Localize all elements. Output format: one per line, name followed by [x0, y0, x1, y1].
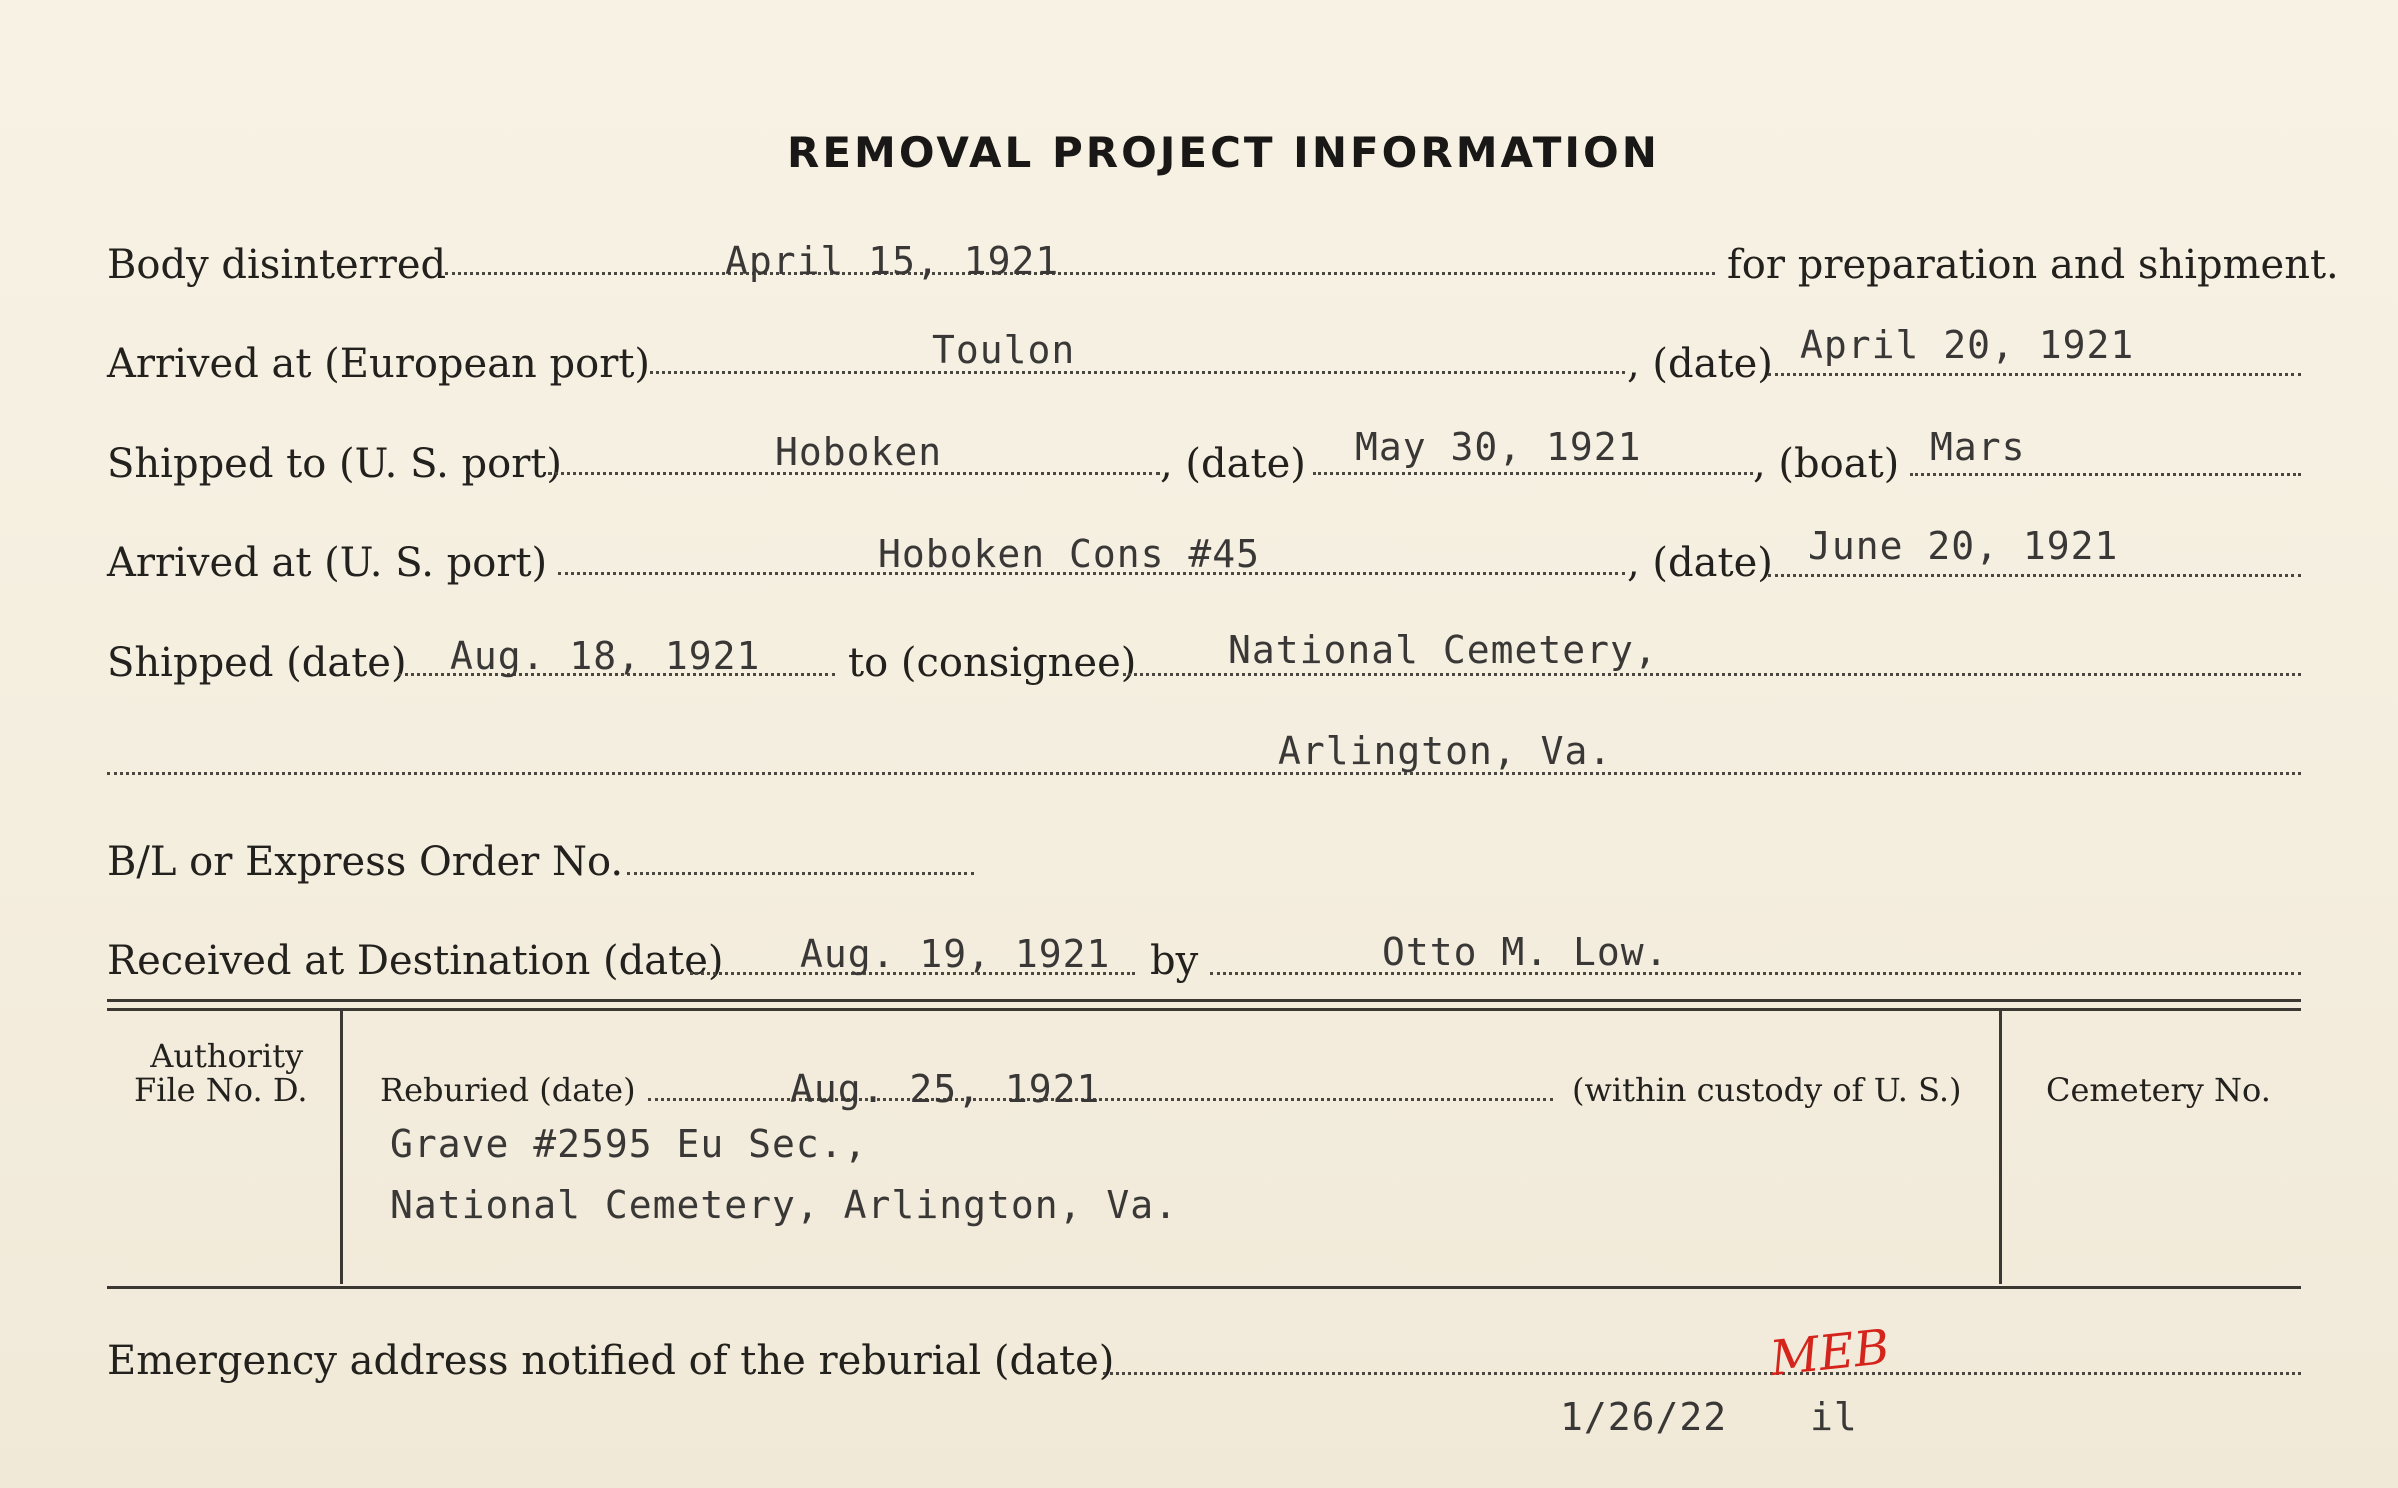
- shipped-to-label: Shipped to (U. S. port): [107, 441, 562, 487]
- consignee-line-2: [107, 772, 2301, 775]
- shipped-date: Aug. 18, 1921: [450, 634, 761, 678]
- shipped-to-date-label: , (date): [1160, 441, 1306, 487]
- boat-value: Mars: [1930, 425, 2026, 469]
- euro-port-date-line: [1768, 373, 2301, 376]
- clerk-initials: il: [1810, 1395, 1858, 1439]
- grave-number: Grave #2595 Eu Sec.,: [390, 1122, 868, 1166]
- received-by: Otto M. Low.: [1382, 930, 1669, 974]
- disinterred-line: [445, 272, 1715, 275]
- consignee-line: [1123, 673, 2301, 676]
- us-port-label: Arrived at (U. S. port): [107, 540, 548, 586]
- boat-label: , (boat): [1753, 441, 1900, 487]
- page-title: REMOVAL PROJECT INFORMATION: [787, 128, 1660, 177]
- custody-note: (within custody of U. S.): [1572, 1071, 1962, 1109]
- shipped-date-label: Shipped (date): [107, 640, 407, 686]
- authority-line-1: Authority: [150, 1037, 304, 1075]
- boat-line: [1910, 473, 2301, 476]
- consignee-value: National Cemetery,: [1228, 628, 1658, 672]
- received-date: Aug. 19, 1921: [800, 932, 1111, 976]
- consignee-value-2: Arlington, Va.: [1278, 729, 1613, 773]
- us-port-value: Hoboken Cons #45: [878, 532, 1261, 576]
- box-bottom-rule: [107, 1286, 2301, 1289]
- euro-port-line: [650, 371, 1625, 374]
- reburied-line: [648, 1098, 1553, 1101]
- shipped-to-date-line: [1313, 472, 1753, 475]
- received-label: Received at Destination (date): [107, 938, 724, 984]
- emergency-date: 1/26/22: [1560, 1395, 1728, 1439]
- received-by-label: by: [1150, 938, 1199, 984]
- emergency-line: [1103, 1372, 2301, 1375]
- shipped-to-date: May 30, 1921: [1355, 425, 1642, 469]
- consignee-label: to (consignee): [848, 640, 1137, 686]
- disinterred-suffix: for preparation and shipment.: [1727, 242, 2339, 288]
- double-rule-top: [107, 999, 2301, 1002]
- reburied-date: Aug. 25, 1921: [790, 1067, 1101, 1111]
- box-divider-left: [340, 1010, 343, 1284]
- red-initials: MEB: [1767, 1318, 1893, 1388]
- emergency-label: Emergency address notified of the reburial (date): [107, 1338, 1115, 1384]
- shipped-to-value: Hoboken: [775, 430, 943, 474]
- received-by-line: [1210, 972, 2301, 975]
- euro-port-date-label: , (date): [1627, 341, 1773, 387]
- euro-port-label: Arrived at (European port): [107, 341, 651, 387]
- euro-port-value: Toulon: [932, 328, 1076, 372]
- burial-location: National Cemetery, Arlington, Va.: [390, 1183, 1178, 1227]
- euro-port-date: April 20, 1921: [1800, 323, 2135, 367]
- bl-label: B/L or Express Order No.: [107, 839, 624, 885]
- us-port-date: June 20, 1921: [1808, 524, 2119, 568]
- authority-line-2: File No. D.: [134, 1070, 308, 1109]
- reburied-label: Reburied (date): [380, 1071, 636, 1109]
- bl-line: [627, 872, 974, 875]
- box-divider-right: [1999, 1010, 2002, 1284]
- us-port-date-label: , (date): [1627, 540, 1773, 586]
- double-rule-bottom: [107, 1008, 2301, 1011]
- us-port-date-line: [1768, 574, 2301, 577]
- disinterred-label: Body disinterred: [107, 242, 447, 288]
- disinterred-date: April 15, 1921: [725, 239, 1060, 283]
- authority-label: [134, 1037, 308, 1109]
- cemetery-no-label: Cemetery No.: [2046, 1071, 2271, 1109]
